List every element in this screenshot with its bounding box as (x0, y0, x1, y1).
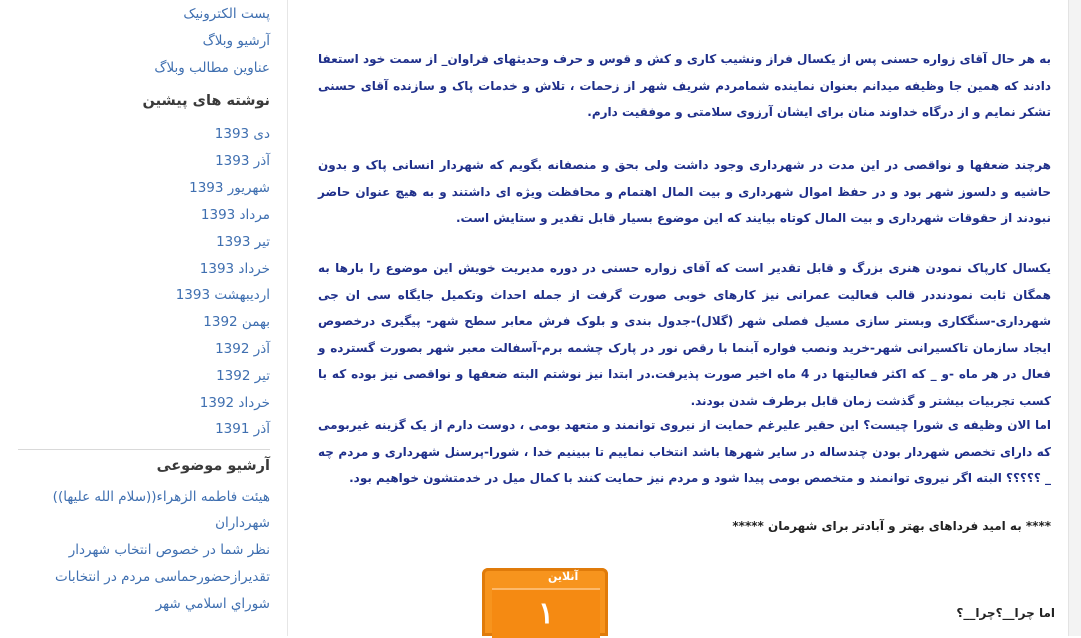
online-badge-label: آنلاین (548, 570, 579, 583)
archive-month-link[interactable]: آذر 1393 (215, 153, 270, 169)
sidebar-divider (18, 449, 270, 450)
topic-link[interactable]: تقدیرازحضورحماسی مردم در انتخابات (55, 569, 270, 585)
archive-month-link[interactable]: تیر 1392 (216, 368, 270, 384)
sidebar (0, 0, 288, 636)
online-badge[interactable] (482, 568, 608, 636)
sidebar-link-blog-archive[interactable]: آرشیو وبلاگ (202, 33, 270, 49)
topic-link[interactable]: شهرداران (215, 515, 270, 531)
archive-month-link[interactable]: شهریور 1393 (189, 180, 270, 196)
post-closing-line: **** به امید فرداهای بهتر و آبادتر برای شهرمان ***** (732, 519, 1051, 533)
column-divider (287, 0, 288, 636)
archive-month-link[interactable]: خرداد 1392 (199, 395, 270, 411)
archive-month-link[interactable]: آذر 1392 (215, 341, 270, 357)
archive-month-link[interactable]: خرداد 1393 (199, 261, 270, 277)
sidebar-link-email[interactable]: پست الکترونیک (183, 6, 270, 22)
scrollbar[interactable] (1068, 0, 1081, 636)
topic-link[interactable]: نظر شما در خصوص انتخاب شهردار (68, 542, 270, 558)
archive-month-link[interactable]: تیر 1393 (216, 234, 270, 250)
topic-link[interactable]: شوراي اسلامي شهر (155, 596, 270, 612)
archive-month-link[interactable]: آذر 1391 (215, 421, 270, 437)
archive-month-link[interactable]: مرداد 1393 (200, 207, 270, 223)
post-paragraph: یکسال کارپاک نمودن هنری بزرگ و قابل تقدیر است که آقای زواره حسنی در دوره مدیریت خویش این موضوع را بارها به همگان ثابت نمودنددر قالب فعالیت عمرانی نیز کارهای خوبی صورت گرفت از جمله احداث وتکمیل جایگاه سی ان جی شهرداری-سنگکاری وبستر سازی مسیل فصلی شهر (گلال)-جدول بندی و بلوک فرش معابر سطح شهر- پیگیری درخصوص ایجاد سازمان تاکسیرانی شهر-خرید ونصب فواره آبنما با رقص نور در پارک چشمه برم-آسفالت معبر شهر بصورت گسترده و فعال در هر ماه -و _ که اکثر فعالیتها در 4 ماه اخیر صورت پذیرفت.در ابتدا نیز نوشتم البته ضعفها و نواقصی نیز بوده که با کسب تجربیات بیشتر و گذشت زمان قابل برطرف شدن بودند. (318, 261, 1052, 408)
archive-month-link[interactable]: اردیبهشت 1393 (175, 287, 270, 303)
sidebar-link-post-titles[interactable]: عناوین مطالب وبلاگ (154, 60, 270, 76)
post-paragraph: اما الان وظیفه ی شورا چیست؟ این حقیر علیرغم حمایت از نیروی توانمند و متعهد بومی ، دوست دارم از یک گزینه غیربومی که دارای تخصص شهردار بودن چندساله در سایر شهرها باشد انتخاب نماییم تا ببینیم خدا ، شورا-پرسنل شهرداری و مردم چه _ ؟؟؟؟؟ البته اگر نیروی توانمند و متخصص بومی پیدا شود و مردم نیز حمایت کنند با کمال میل در خدمتشون خواهیم بود. (318, 418, 1051, 485)
topic-link[interactable]: هیئت فاطمه الزهراء((سلام الله علیها)) (52, 489, 270, 505)
post-paragraph: به هر حال آقای زواره حسنی پس از یکسال فراز ونشیب کاری و کش و قوس و حرف وحدیثهای فراوان_ از سمت خود استعفا دادند که همین جا وظیفه میدانم بعنوان نماینده شمامردم شریف شهر از زحمات ، تلاش و خدمات پاک و سازنده آقای حسنی تشکر نمایم و از درگاه خداوند منان برای ایشان آرزوی سلامتی و موفقیت دارم. (318, 52, 1051, 119)
archive-month-link[interactable]: بهمن 1392 (203, 314, 270, 330)
sidebar-heading-topic-archive: آرشیو موضوعی (156, 458, 270, 474)
online-badge-number: ۱ (492, 588, 600, 638)
archive-month-link[interactable]: دی 1393 (214, 126, 270, 142)
sidebar-heading-previous-posts: نوشته های پیشین (142, 93, 270, 109)
post-paragraph: هرچند ضعفها و نواقصی در این مدت در شهرداری وجود داشت ولی بحق و منصفانه بگویم که شهردار انسانی پاک و بدون حاشیه و دلسوز شهر بود و در حفظ اموال شهرداری و بیت المال اهتمام و محافظت ویژه ای داشتند و به هیچ عنوان حاضر نبودند از حقوقات شهرداری و بیت المال کوتاه بیایند که این موضوع بسیار قابل تقدیر و ستایش است. (318, 158, 1051, 225)
next-post-title[interactable]: اما چرا__؟چرا__؟ (956, 606, 1055, 620)
